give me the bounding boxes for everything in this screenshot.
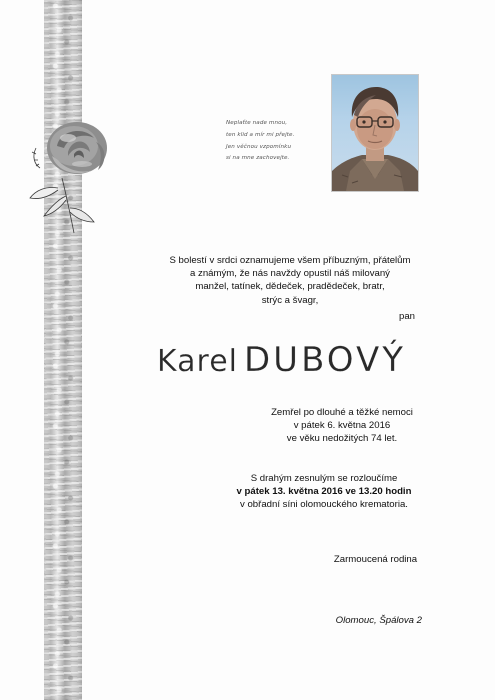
portrait-photo: [331, 74, 419, 192]
announcement-intro: [160, 254, 420, 307]
death-line: ve věku nedožitých 74 let.: [286, 433, 398, 445]
honorific: pan: [398, 311, 415, 322]
address: Olomouc, Špálova 2: [335, 615, 422, 626]
intro-line: a známým, že nás navždy opustil náš milovaný: [190, 268, 390, 280]
last-name: DUBOVÝ: [244, 340, 406, 380]
first-name: Karel: [157, 344, 238, 379]
farewell-date: v pátek 13. května 2016 ve 13.20 hodin: [236, 486, 412, 498]
death-details: [262, 406, 422, 446]
farewell-place: v obřadní síni olomouckého krematoria.: [240, 499, 408, 511]
quote-line: Jen věčnou vzpomínku: [226, 143, 292, 150]
quote-line: si na mne zachovejte.: [226, 155, 290, 162]
band-texture: [44, 0, 82, 700]
death-line: Zemřel po dlouhé a těžké nemoci: [271, 407, 413, 418]
intro-line: strýc a švagr,: [261, 294, 319, 306]
family-signature: Zarmoucená rodina: [333, 554, 418, 565]
quote-line: ten klid a mír mi přejte.: [226, 131, 295, 138]
quote-line: Neplaťte nade mnou,: [226, 120, 288, 126]
memorial-quote: [226, 118, 326, 165]
farewell-line: S drahým zesnulým se rozloučíme: [250, 473, 398, 484]
intro-line: manžel, tatínek, dědeček, pradědeček, bratr,: [195, 281, 385, 293]
deceased-name: [157, 340, 427, 386]
funeral-details: [224, 472, 424, 512]
intro-line: S bolestí v srdci oznamujeme všem příbuzným, přátelům: [169, 255, 411, 266]
rose-icon: [22, 108, 122, 238]
death-line: v pátek 6. května 2016: [293, 420, 391, 432]
